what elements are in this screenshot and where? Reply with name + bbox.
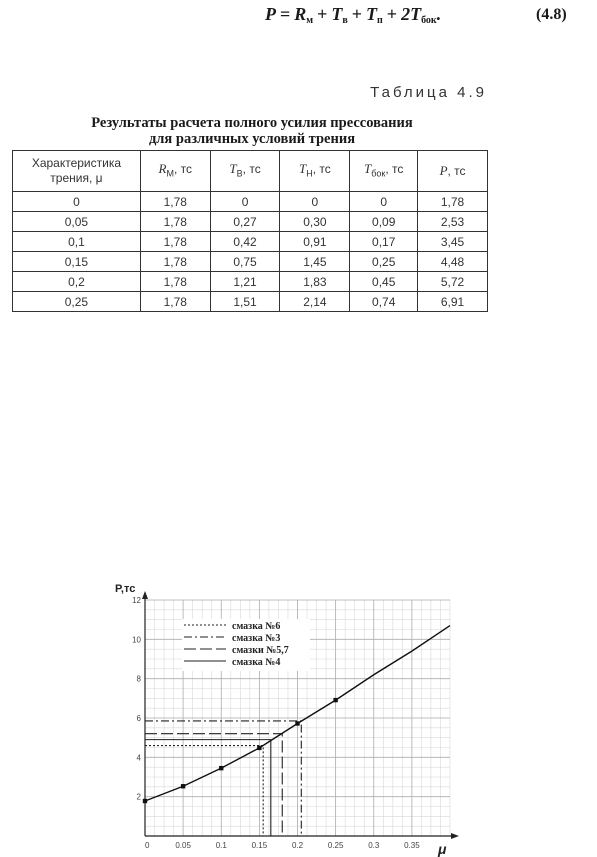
formula-period: . — [436, 4, 442, 24]
cell-tv: 0,75 — [210, 252, 280, 272]
legend-label: смазка №4 — [232, 657, 281, 668]
header-unit: , тс — [173, 161, 192, 176]
table-header-row — [13, 151, 488, 192]
header-symbol: P — [439, 163, 448, 178]
header-subscript: Н — [306, 168, 313, 179]
header-subscript: В — [236, 168, 243, 179]
cell-tv: 0,27 — [210, 212, 280, 232]
formula-term-tp: T — [366, 4, 378, 24]
y-tick-label: 12 — [132, 596, 141, 605]
results-table — [12, 150, 488, 312]
formula-equals: = — [280, 4, 291, 24]
cell-tv: 1,51 — [210, 292, 280, 312]
cell-mu: 0 — [13, 192, 141, 212]
pressing-force-chart — [100, 578, 460, 857]
data-point — [333, 698, 337, 702]
table-caption — [10, 115, 494, 147]
lubricant-guide-line — [145, 734, 282, 836]
y-tick-label: 6 — [136, 714, 141, 723]
formula-term-tbok: T — [410, 4, 422, 24]
cell-p: 3,45 — [418, 232, 488, 252]
x-axis-arrow — [451, 833, 459, 839]
header-symbol: T — [298, 160, 307, 176]
header-unit: , тс — [312, 161, 331, 176]
equation-number: (4.8) — [536, 6, 567, 23]
table-row — [13, 192, 488, 212]
y-tick-label: 8 — [136, 674, 141, 684]
table-label: Таблица 4.9 — [370, 84, 487, 101]
cell-p: 5,72 — [418, 272, 488, 292]
cell-p: 6,91 — [418, 292, 488, 312]
cell-tbok: 0,17 — [350, 232, 418, 252]
data-point — [295, 721, 299, 725]
table-row — [13, 252, 488, 272]
caption-line: для различных условий трения — [148, 131, 356, 147]
header-subscript: бок — [371, 168, 386, 179]
x-tick-label: 0.05 — [175, 841, 191, 850]
y-axis-label: P,тс — [115, 583, 136, 595]
cell-rm: 1,78 — [140, 272, 210, 292]
formula-term-rm: R — [294, 4, 307, 24]
cell-tv: 0 — [210, 192, 280, 212]
cell-tbok: 0,74 — [350, 292, 418, 312]
legend-label: смазка №3 — [232, 633, 281, 644]
x-tick-label: 0.15 — [251, 841, 268, 850]
y-tick-label: 2 — [136, 792, 141, 802]
header-tv — [210, 151, 280, 192]
table-row — [13, 232, 488, 252]
header-p — [418, 151, 488, 192]
header-rm — [140, 151, 210, 192]
cell-tv: 1,21 — [210, 272, 280, 292]
cell-tv: 0,42 — [210, 232, 280, 252]
header-friction-line2: трения, μ — [50, 171, 103, 185]
header-friction — [13, 151, 141, 192]
header-subscript: М — [166, 168, 174, 179]
caption-line: Результаты расчета полного усилия прессования — [91, 115, 413, 131]
x-tick-label: 0.3 — [368, 841, 380, 850]
table-row — [13, 272, 488, 292]
formula-plus: + — [317, 4, 328, 24]
cell-rm: 1,78 — [140, 292, 210, 312]
header-symbol: T — [364, 160, 372, 176]
x-tick-label: 0.1 — [215, 841, 227, 850]
formula-sub-p: п — [377, 15, 383, 26]
table-row — [13, 292, 488, 312]
data-point — [219, 766, 223, 770]
cell-mu: 0,25 — [13, 292, 141, 312]
formula-sub-v: в — [342, 15, 348, 26]
y-tick-label: 4 — [136, 753, 141, 763]
equation — [265, 4, 441, 26]
cell-p: 4,48 — [418, 252, 488, 272]
cell-mu: 0,2 — [13, 272, 141, 292]
header-tbok — [350, 151, 418, 192]
cell-tbok: 0,09 — [350, 212, 418, 232]
y-axis-arrow — [142, 591, 148, 599]
formula-term-tv: T — [331, 4, 343, 24]
formula-sub-m: м — [306, 15, 314, 26]
formula-plus: + — [386, 4, 398, 24]
x-tick-label: 0 — [145, 841, 150, 850]
cell-mu: 0,1 — [13, 232, 141, 252]
header-symbol: T — [229, 160, 237, 176]
formula-coefficient: 2 — [401, 4, 411, 24]
header-unit: , тс — [242, 161, 261, 176]
cell-mu: 0,15 — [13, 252, 141, 272]
cell-p: 2,53 — [418, 212, 488, 232]
legend-label: смазки №5,7 — [232, 645, 289, 656]
header-unit: , тс — [447, 164, 466, 178]
cell-tn: 2,14 — [280, 292, 350, 312]
data-point — [143, 799, 147, 803]
formula-plus: + — [351, 4, 363, 24]
legend-label: смазка №6 — [232, 621, 281, 632]
cell-rm: 1,78 — [140, 232, 210, 252]
cell-rm: 1,78 — [140, 192, 210, 212]
x-tick-label: 0.2 — [291, 841, 304, 850]
cell-tn: 1,45 — [280, 252, 350, 272]
y-tick-label: 10 — [132, 635, 141, 645]
lubricant-guide-line — [145, 721, 301, 836]
table-row — [13, 212, 488, 232]
header-unit: , тс — [385, 161, 404, 176]
lubricant-guide-line — [145, 746, 263, 836]
x-tick-label: 0.25 — [327, 841, 344, 850]
cell-tbok: 0,45 — [350, 272, 418, 292]
x-tick-label: 0.35 — [404, 841, 420, 850]
data-point — [257, 746, 261, 750]
header-tn — [280, 151, 350, 192]
cell-tn: 1,83 — [280, 272, 350, 292]
formula-sub-bok: бок — [421, 15, 437, 26]
header-symbol: R — [158, 160, 167, 176]
formula-lhs: P — [265, 4, 276, 24]
data-point — [181, 784, 185, 788]
cell-tn: 0 — [280, 192, 350, 212]
cell-tbok: 0 — [350, 192, 418, 212]
cell-rm: 1,78 — [140, 252, 210, 272]
cell-p: 1,78 — [418, 192, 488, 212]
cell-tn: 0,30 — [280, 212, 350, 232]
header-friction-line1: Характеристика — [31, 156, 122, 170]
cell-tbok: 0,25 — [350, 252, 418, 272]
cell-rm: 1,78 — [140, 212, 210, 232]
cell-mu: 0,05 — [13, 212, 141, 232]
cell-tn: 0,91 — [280, 232, 350, 252]
x-axis-label: μ — [438, 841, 447, 857]
